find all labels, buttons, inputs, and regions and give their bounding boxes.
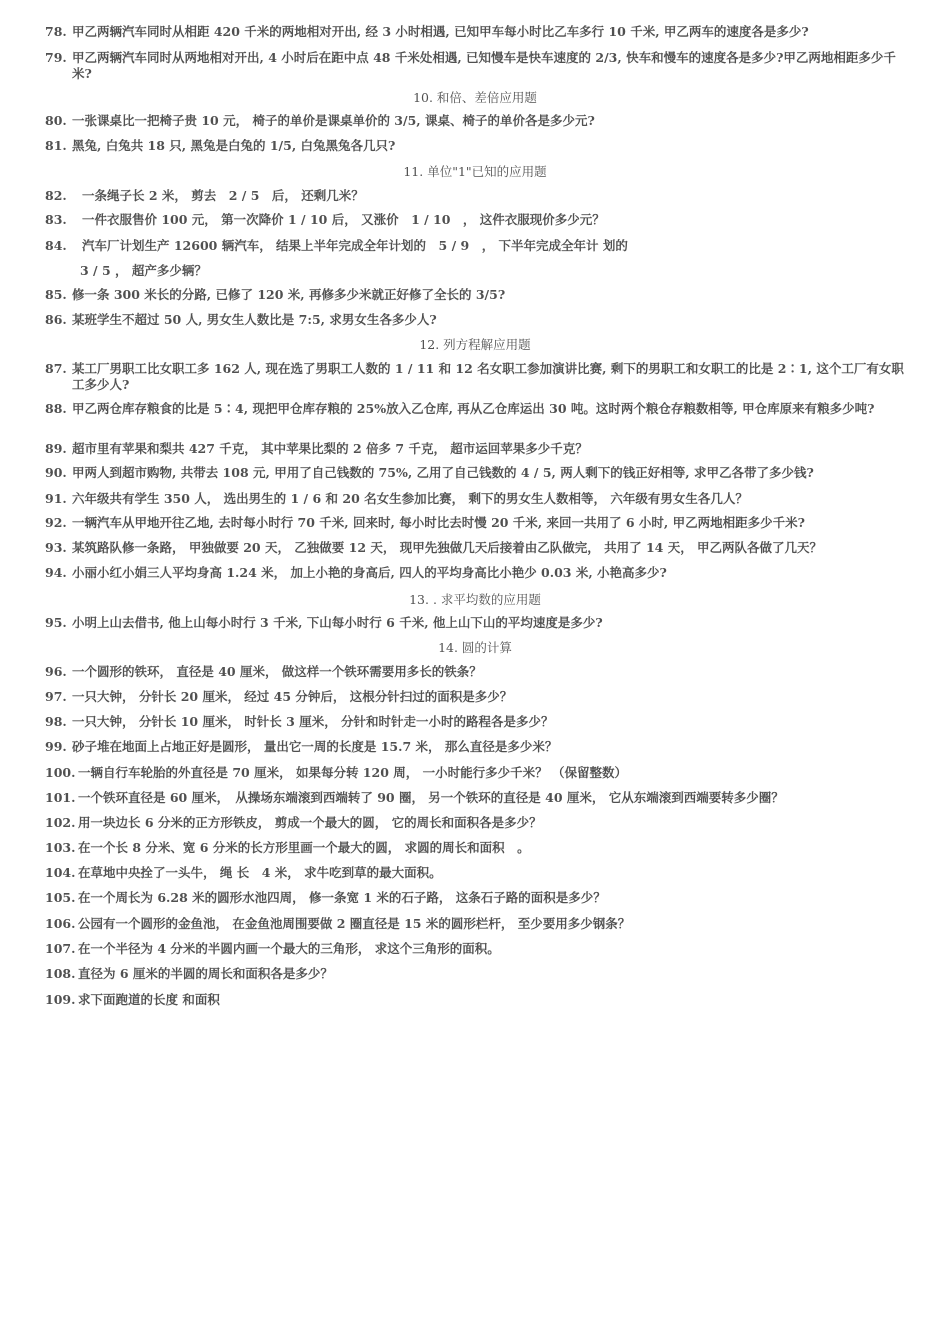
problem-item <box>45 491 915 507</box>
problem-item <box>45 441 915 457</box>
problem-item <box>45 465 915 481</box>
problem-item <box>45 540 915 556</box>
problem-text: 一只大钟， 分针长 10 厘米， 时针长 3 厘米， 分针和时针走一小时的路程各是多少？ <box>72 714 554 729</box>
problem-item <box>45 188 915 204</box>
problem-text: 在草地中央拴了一头牛， 绳 长 4 米， 求牛吃到草的最大面积。 <box>78 865 442 880</box>
problem-item <box>45 312 915 328</box>
problem-text: 一辆自行车轮胎的外直径是 70 厘米， 如果每分转 120 周， 一小时能行多少千米？ （保留整数） <box>78 765 627 780</box>
problem-number: 78. <box>45 24 67 39</box>
problem-item <box>45 664 915 680</box>
problem-number: 109. <box>45 992 76 1007</box>
problem-number: 100. <box>45 765 76 780</box>
problem-text: 一个圆形的铁环， 直径是 40 厘米， 做这样一个铁环需要用多长的铁条？ <box>72 664 482 679</box>
problem-item <box>45 113 915 129</box>
problem-item <box>45 966 915 982</box>
problem-text: 一个铁环直径是 60 厘米， 从操场东端滚到西端转了 90 圈， 另一个铁环的直径是 40 厘米， 它从东端滚到西端要转多少圈？ <box>78 790 784 805</box>
problem-number: 95. <box>45 615 67 630</box>
section-heading: 10. 和倍、差倍应用题 <box>413 90 537 105</box>
problem-number: 86. <box>45 312 67 327</box>
problem-number: 102. <box>45 815 76 830</box>
problem-text: 直径为 6 厘米的半圆的周长和面积各是多少？ <box>78 966 333 981</box>
problem-text: 甲两人到超市购物, 共带去 108 元, 甲用了自己钱数的 75%, 乙用了自己钱数的 4 / 5, 两人剩下的钱正好相等, 求甲乙各带了多少钱? <box>72 465 814 480</box>
problem-number: 93. <box>45 540 67 555</box>
problem-item <box>45 287 915 303</box>
problem-text: 修一条 300 米长的分路, 已修了 120 米, 再修多少米就正好修了全长的 3/5? <box>72 287 506 302</box>
problem-number: 105. <box>45 890 76 905</box>
problem-item <box>45 739 915 755</box>
problem-text: 超市里有苹果和梨共 427 千克， 其中苹果比梨的 2 倍多 7 千克， 超市运回苹果多少千克？ <box>72 441 588 456</box>
problem-number: 103. <box>45 840 76 855</box>
problem-number: 92. <box>45 515 67 530</box>
problem-number: 99. <box>45 739 67 754</box>
problem-text: 砂子堆在地面上占地正好是圆形， 量出它一周的长度是 15.7 米， 那么直径是多少米？ <box>72 739 558 754</box>
problem-item <box>45 765 915 781</box>
problem-item <box>45 24 915 40</box>
problem-number: 81. <box>45 138 67 153</box>
problem-number: 108. <box>45 966 76 981</box>
problem-item <box>45 138 915 154</box>
problem-number: 91. <box>45 491 67 506</box>
problem-text: 六年级共有学生 350 人， 选出男生的 1 / 6 和 20 名女生参加比赛， 剩下的男女生人数相等， 六年级有男女生各几人？ <box>72 491 748 506</box>
problem-text: 甲乙两辆汽车同时从两地相对开出, 4 小时后在距中点 48 千米处相遇, 已知慢车是快车速度的 2/3, 快车和慢车的速度各是多少?甲乙两地相距多少千米? <box>72 50 896 81</box>
problem-item <box>45 941 915 957</box>
problem-text: 小明上山去借书, 他上山每小时行 3 千米, 下山每小时行 6 千米, 他上山下山的平均速度是多少? <box>72 615 603 630</box>
problem-item <box>45 515 915 531</box>
problem-number: 85. <box>45 287 67 302</box>
problem-item <box>45 916 915 932</box>
problem-text: 某班学生不超过 50 人, 男女生人数比是 7:5, 求男女生各多少人? <box>72 312 437 327</box>
problem-item <box>45 815 915 831</box>
problem-text: 小丽小红小娟三人平均身高 1.24 米， 加上小艳的身高后, 四人的平均身高比小艳少 0.03 米, 小艳高多少? <box>72 565 667 580</box>
problem-text: 某筑路队修一条路， 甲独做要 20 天， 乙独做要 12 天， 现甲先独做几天后接着由乙队做完， 共用了 14 天， 甲乙两队各做了几天？ <box>72 540 823 555</box>
problem-item <box>45 565 915 581</box>
problem-text: 甲乙两仓库存粮食的比是 5∶4, 现把甲仓库存粮的 25%放入乙仓库, 再从乙仓库运出 30 吨。这时两个粮仓存粮数相等, 甲仓库原来有粮多少吨? <box>72 401 875 416</box>
problem-number: 88. <box>45 401 67 416</box>
problem-item <box>45 401 915 417</box>
problem-item <box>45 790 915 806</box>
problem-text: 一辆汽车从甲地开往乙地, 去时每小时行 70 千米, 回来时, 每小时比去时慢 20 千米, 来回一共用了 6 小时, 甲乙两地相距多少千米? <box>72 515 805 530</box>
problem-number: 101. <box>45 790 76 805</box>
problem-item <box>45 212 915 228</box>
problem-number: 79. <box>45 50 67 65</box>
section-heading: 13. . 求平均数的应用题 <box>409 592 541 607</box>
section-heading: 12. 列方程解应用题 <box>419 337 531 352</box>
problem-item <box>45 865 915 881</box>
problem-number: 84. <box>45 238 67 253</box>
problem-number: 97. <box>45 689 67 704</box>
problem-text: 在一个半径为 4 分米的半圆内画一个最大的三角形， 求这个三角形的面积。 <box>78 941 500 956</box>
problem-text-continuation: 3 / 5 ， 超产多少辆？ <box>80 263 207 278</box>
problem-text: 汽车厂计划生产 12600 辆汽车， 结果上半年完成全年计划的 5 / 9 ， 下半年完成全年计 划的 <box>82 238 628 253</box>
problem-number: 83. <box>45 212 67 227</box>
problem-text: 黑兔, 白兔共 18 只, 黑兔是白兔的 1/5, 白兔黑兔各几只? <box>72 138 396 153</box>
problem-number: 94. <box>45 565 67 580</box>
section-heading: 14. 圆的计算 <box>438 640 512 655</box>
problem-text: 一张课桌比一把椅子贵 10 元， 椅子的单价是课桌单价的 3/5, 课桌、椅子的单价各是多少元? <box>72 113 595 128</box>
problem-text: 在一个周长为 6.28 米的圆形水池四周， 修一条宽 1 米的石子路， 这条石子路的面积是多少？ <box>78 890 606 905</box>
problem-number: 90. <box>45 465 67 480</box>
problem-text: 一条绳子长 2 米， 剪去 2 / 5 后， 还剩几米？ <box>82 188 364 203</box>
problem-item <box>45 890 915 906</box>
problem-text: 用一块边长 6 分米的正方形铁皮， 剪成一个最大的圆， 它的周长和面积各是多少？ <box>78 815 542 830</box>
problem-number: 89. <box>45 441 67 456</box>
problem-item <box>45 714 915 730</box>
problem-item <box>45 50 915 82</box>
problem-number: 106. <box>45 916 76 931</box>
problem-number: 80. <box>45 113 67 128</box>
problem-text: 公园有一个圆形的金鱼池， 在金鱼池周围要做 2 圈直径是 15 米的圆形栏杆， 至少要用多少钢条？ <box>78 916 631 931</box>
problem-item <box>45 615 915 631</box>
problem-item <box>45 238 915 254</box>
problem-number: 107. <box>45 941 76 956</box>
problem-item <box>45 992 915 1008</box>
problem-text: 求下面跑道的长度 和面积 <box>78 992 220 1007</box>
problem-item <box>45 840 915 856</box>
problem-text: 一只大钟， 分针长 20 厘米， 经过 45 分钟后， 这根分针扫过的面积是多少？ <box>72 689 513 704</box>
problem-number: 96. <box>45 664 67 679</box>
problem-number: 87. <box>45 361 67 376</box>
problem-item <box>45 689 915 705</box>
problem-number: 98. <box>45 714 67 729</box>
problem-text: 一件衣服售价 100 元， 第一次降价 1 / 10 后， 又涨价 1 / 10 ， 这件衣服现价多少元？ <box>82 212 605 227</box>
section-heading: 11. 单位"1"已知的应用题 <box>403 164 547 179</box>
problem-text: 在一个长 8 分米、宽 6 分米的长方形里画一个最大的圆， 求圆的周长和面积 。 <box>78 840 530 855</box>
problem-item <box>45 361 915 393</box>
problem-text: 甲乙两辆汽车同时从相距 420 千米的两地相对开出, 经 3 小时相遇, 已知甲车每小时比乙车多行 10 千米, 甲乙两车的速度各是多少? <box>72 24 809 39</box>
problem-number: 104. <box>45 865 76 880</box>
problem-number: 82. <box>45 188 67 203</box>
problem-text: 某工厂男职工比女职工多 162 人, 现在选了男职工人数的 1 / 11 和 12 名女职工参加演讲比赛, 剩下的男职工和女职工的比是 2∶1, 这个工厂有女职工多少人? <box>72 361 904 392</box>
